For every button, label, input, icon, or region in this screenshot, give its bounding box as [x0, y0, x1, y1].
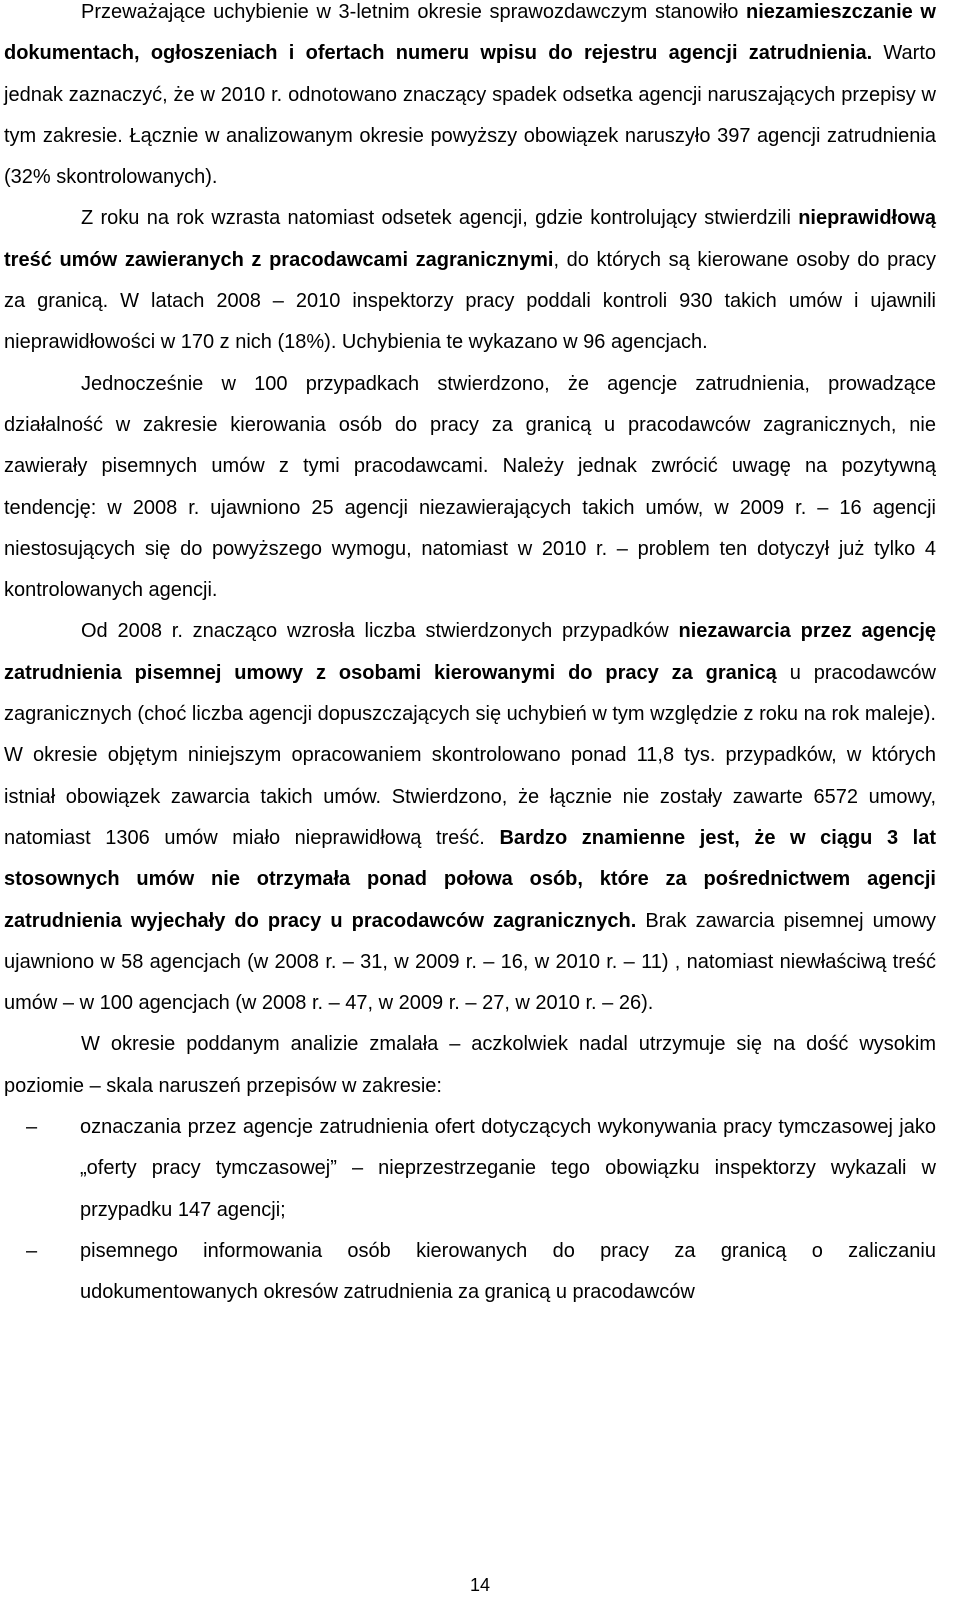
list-item-text: oznaczania przez agencje zatrudnienia ofert dotyczących wykonywania pracy tymczasowej jako „oferty pracy tymczasowej” – nieprzestrzeganie tego obowiązku inspektorzy wykazali w przypadku 147 agencji;	[80, 1116, 936, 1221]
paragraph-3-text: Jednocześnie w 100 przypadkach stwierdzono, że agencje zatrudnienia, prowadzące działalność w zakresie kierowania osób do pracy za granicą u pracodawców zagranicznych, nie zawierały pisemnych umów z tymi pracodawcami. Należy jednak zwrócić uwagę na pozytywną tendencję: w 2008 r. ujawniono 25 agencji niezawierających takich umów, w 2009 r. – 16 agencji niestosujących się do powyższego wymogu, natomiast w 2010 r. – problem ten dotyczył już tylko 4 kontrolowanych agencji.	[4, 372, 936, 602]
paragraph-2-text: Z roku na rok wzrasta natomiast odsetek agencji, gdzie kontrolujący stwierdzili	[81, 207, 799, 230]
paragraph-3	[4, 364, 936, 612]
paragraph-4-bold-2: Bardzo znamienne jest, że w ciągu 3 lat stosownych umów nie otrzymała ponad połowa osób, które za pośrednictwem agencji zatrudnienia wyjechały do pracy u pracodawców zagranicznych.	[4, 826, 937, 932]
paragraph-1-bold: niezamieszczanie w dokumentach, ogłoszeniach i ofertach numeru wpisu do rejestru agencji zatrudnienia.	[4, 1, 936, 65]
page-number: 14	[469, 1575, 491, 1595]
paragraph-4-bold: niezawarcia przez agencję zatrudnienia pisemnej umowy z osobami kierowanymi do pracy za granicą	[4, 620, 936, 684]
dash-bullet: –	[26, 1239, 38, 1262]
paragraph-1-text-end: Warto jednak zaznaczyć, że w 2010 r. odnotowano znaczący spadek odsetka agencji naruszających przepisy w tym zakresie. Łącznie w analizowanym okresie powyższy obowiązek naruszyło 397 agencji zatrudnienia (32% skontrolowanych).	[4, 42, 936, 189]
violations-list	[4, 1107, 936, 1313]
paragraph-2-text-end: , do których są kierowane osoby do pracy za granicą. W latach 2008 – 2010 inspektorzy pracy poddali kontroli 930 takich umów i ujawnili nieprawidłowości w 170 z nich (18%). Uchybienia te wykazano w 96 agencjach.	[4, 248, 936, 354]
paragraph-2-bold: nieprawidłową treść umów zawieranych z pracodawcami zagranicznymi	[4, 207, 936, 271]
paragraph-5-text: W okresie poddanym analizie zmalała – aczkolwiek nadal utrzymuje się na dość wysokim poziomie – skala naruszeń przepisów w zakresie:	[4, 1033, 936, 1097]
paragraph-4	[4, 611, 936, 1024]
paragraph-4-text-mid: u pracodawców zagranicznych (choć liczba agencji dopuszczających się uchybień w tym względzie z roku na rok maleje). W okresie objętym niniejszym opracowaniem skontrolowano ponad 11,8 tys. przypadków, w których istniał obowiązek zawarcia takich umów. Stwierdzono, że łącznie nie zostały zawarte 6572 umowy, natomiast 1306 umów miało nieprawidłową treść.	[4, 661, 936, 849]
dash-bullet: –	[26, 1116, 38, 1139]
paragraph-1-text: Przeważające uchybienie w 3-letnim okresie sprawozdawczym stanowiło	[81, 1, 747, 23]
document-page	[4, 0, 936, 1314]
paragraph-4-text: Od 2008 r. znacząco wzrosła liczba stwierdzonych przypadków	[81, 620, 679, 643]
list-item-text: pisemnego informowania osób kierowanych do pracy za granicą o zaliczaniu udokumentowanych okresów zatrudnienia za granicą u pracodawców	[80, 1239, 936, 1304]
paragraph-2	[4, 198, 936, 363]
paragraph-4-text-end: Brak zawarcia pisemnej umowy ujawniono w 58 agencjach (w 2008 r. – 31, w 2009 r. – 16, w 2010 r. – 11) , natomiast niewłaściwą treść umów – w 100 agencjach (w 2008 r. – 47, w 2009 r. – 27, w 2010 r. – 26).	[4, 909, 937, 1015]
paragraph-1	[4, 0, 936, 198]
list-item	[4, 1231, 936, 1314]
paragraph-5	[4, 1024, 936, 1107]
list-item	[4, 1107, 936, 1231]
